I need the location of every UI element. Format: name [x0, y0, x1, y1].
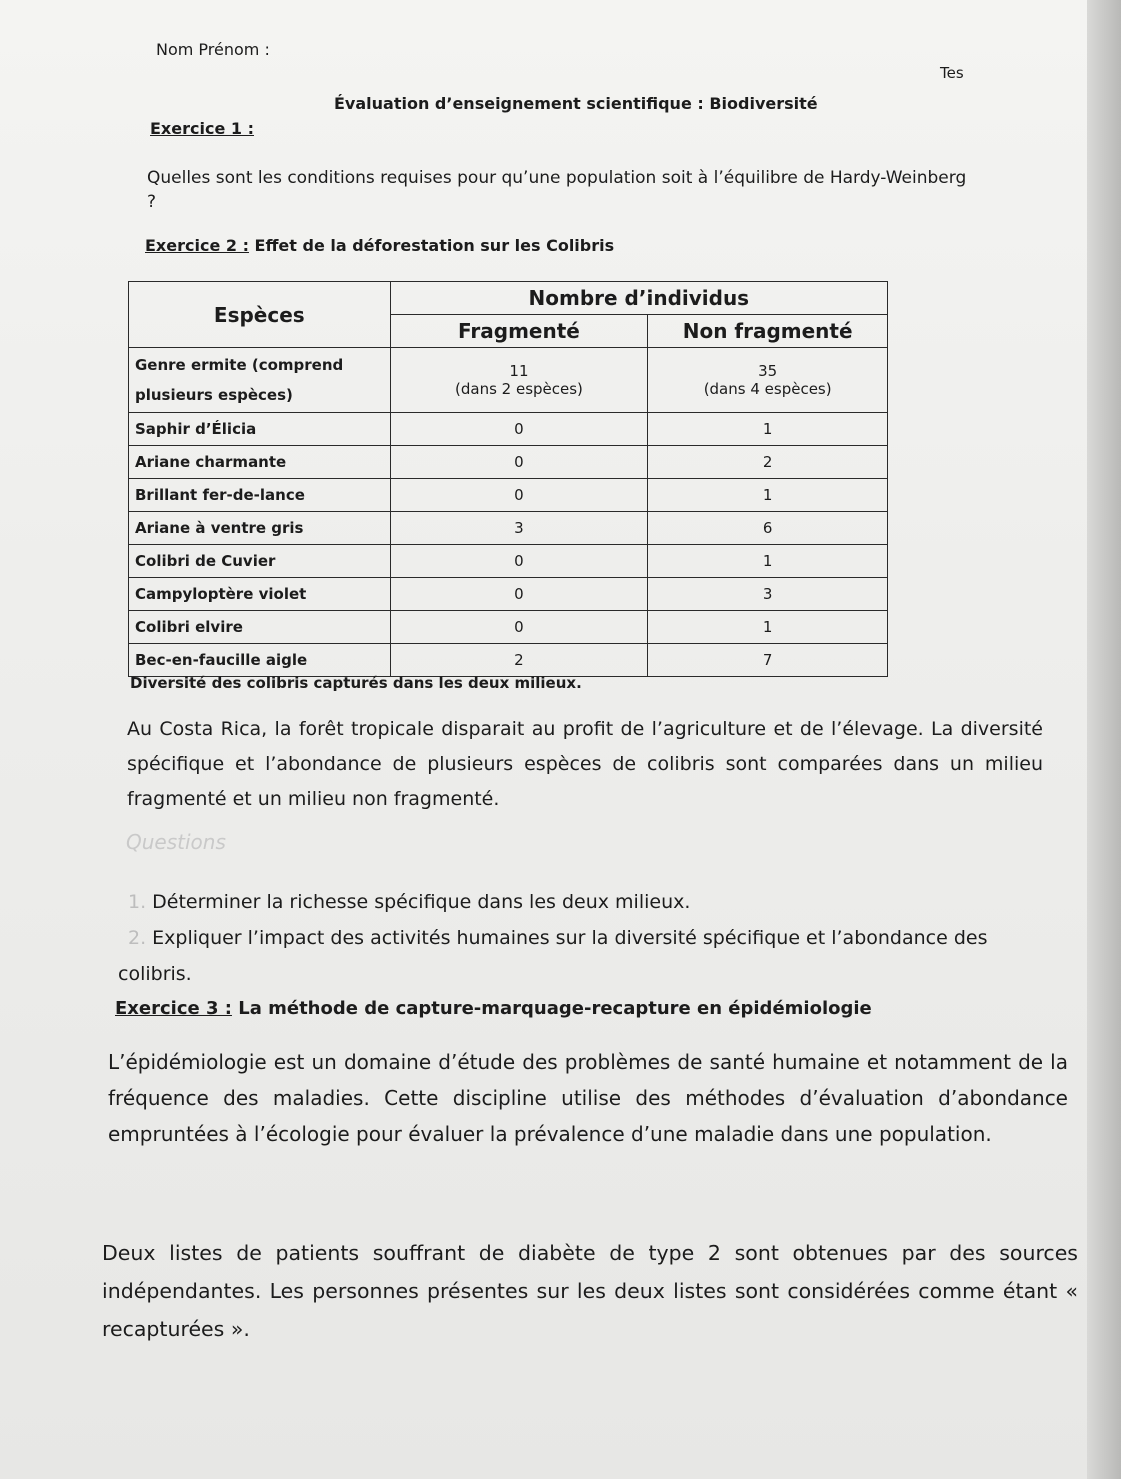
exercise3-paragraph-1: L’épidémiologie est un domaine d’étude des problèmes de santé humaine et notamment de la fréquence des maladies. Cette discipline utilise des méthodes d’évaluation d’abondance empruntées à l’écologie pour évaluer la prévalence d’une maladie dans une population. — [108, 1050, 1068, 1146]
non-fragmented-value: 1 — [648, 545, 888, 578]
species-cell: Colibri elvire — [129, 611, 391, 644]
non-fragmented-value: 1 — [648, 413, 888, 446]
species-cell: Colibri de Cuvier — [129, 545, 391, 578]
question-text: Expliquer l’impact des activités humaines sur la diversité spécifique et l’abondance des colibris. — [118, 927, 988, 985]
exercise2-context: Au Costa Rica, la forêt tropicale disparait au profit de l’agriculture et de l’élevage. La diversité spécifique et l’abondance de plusieurs espèces de colibris sont comparées dans un milieu fragmenté et un milieu non fragmenté. — [127, 718, 1043, 810]
species-cell: Ariane charmante — [129, 446, 391, 479]
col-species-header: Espèces — [129, 282, 391, 348]
species-cell: Saphir d’Élicia — [129, 413, 391, 446]
fragmented-value: 0 — [390, 578, 648, 611]
table-row — [129, 545, 888, 578]
species-cell: Campyloptère violet — [129, 578, 391, 611]
exercise2-heading-label: Exercice 2 : — [145, 236, 249, 255]
fragmented-value: 0 — [390, 446, 648, 479]
fragmented-value: 2 — [390, 644, 648, 677]
question-item — [118, 884, 1018, 920]
name-label: Nom Prénom : — [156, 40, 270, 59]
question-text: Déterminer la richesse spécifique dans les deux milieux. — [152, 891, 691, 913]
exercise1-heading: Exercice 1 : — [150, 119, 254, 138]
table-row — [129, 512, 888, 545]
exercise1-question: Quelles sont les conditions requises pour qu’une population soit à l’équilibre de Hardy-Weinberg ? — [147, 168, 967, 212]
species-table — [128, 281, 888, 677]
table-row — [129, 479, 888, 512]
page-edge-shadow — [1087, 0, 1121, 1479]
table-caption: Diversité des colibris capturés dans les deux milieux. — [130, 674, 582, 692]
questions-list — [118, 884, 1018, 992]
species-cell: Bec-en-faucille aigle — [129, 644, 391, 677]
col-fragmented-header: Fragmenté — [390, 315, 648, 348]
fragmented-value: 3 — [390, 512, 648, 545]
fragmented-cell — [390, 348, 648, 413]
non-fragmented-value: 1 — [648, 479, 888, 512]
exercise2-heading — [145, 236, 614, 255]
fragmented-value: 0 — [390, 611, 648, 644]
fragmented-value: 0 — [390, 413, 648, 446]
table-row — [129, 348, 888, 413]
non-fragmented-value: 6 — [648, 512, 888, 545]
table-row — [129, 611, 888, 644]
species-cell: Brillant fer-de-lance — [129, 479, 391, 512]
col-group-header: Nombre d’individus — [390, 282, 887, 315]
fragmented-value: 0 — [390, 479, 648, 512]
exercise3-heading-label: Exercice 3 : — [115, 998, 232, 1019]
table-row — [129, 578, 888, 611]
fragmented-note: (dans 2 espèces) — [455, 380, 583, 398]
corner-text: Tes — [940, 64, 964, 82]
questions-title: Questions — [126, 830, 226, 854]
non-fragmented-value: 3 — [648, 578, 888, 611]
exercise3-heading-title: La méthode de capture-marquage-recapture en épidémiologie — [231, 998, 872, 1019]
fragmented-value: 0 — [390, 545, 648, 578]
exercise2-heading-title: Effet de la déforestation sur les Colibris — [248, 236, 615, 255]
table-row — [129, 446, 888, 479]
question-number: 2. — [128, 927, 147, 949]
species-cell: Genre ermite (comprend plusieurs espèces) — [129, 348, 391, 413]
exercise3-paragraph-2: Deux listes de patients souffrant de diabète de type 2 sont obtenues par des sources indépendantes. Les personnes présentes sur les deux listes sont considérées comme étant « recapturées ». — [102, 1241, 1078, 1341]
non-fragmented-note: (dans 4 espèces) — [703, 380, 832, 398]
col-non-fragmented-header: Non fragmenté — [648, 315, 888, 348]
question-item — [118, 920, 1018, 992]
fragmented-value: 11 — [509, 362, 529, 380]
species-cell: Ariane à ventre gris — [129, 512, 391, 545]
non-fragmented-cell — [648, 348, 888, 413]
non-fragmented-value: 35 — [758, 362, 778, 380]
table-header-row — [129, 282, 888, 315]
table-row — [129, 413, 888, 446]
non-fragmented-value: 1 — [648, 611, 888, 644]
table-row — [129, 644, 888, 677]
question-number: 1. — [128, 891, 147, 913]
non-fragmented-value: 7 — [648, 644, 888, 677]
page-title: Évaluation d’enseignement scientifique : Biodiversité — [334, 94, 818, 113]
exercise3-heading — [115, 998, 872, 1019]
non-fragmented-value: 2 — [648, 446, 888, 479]
